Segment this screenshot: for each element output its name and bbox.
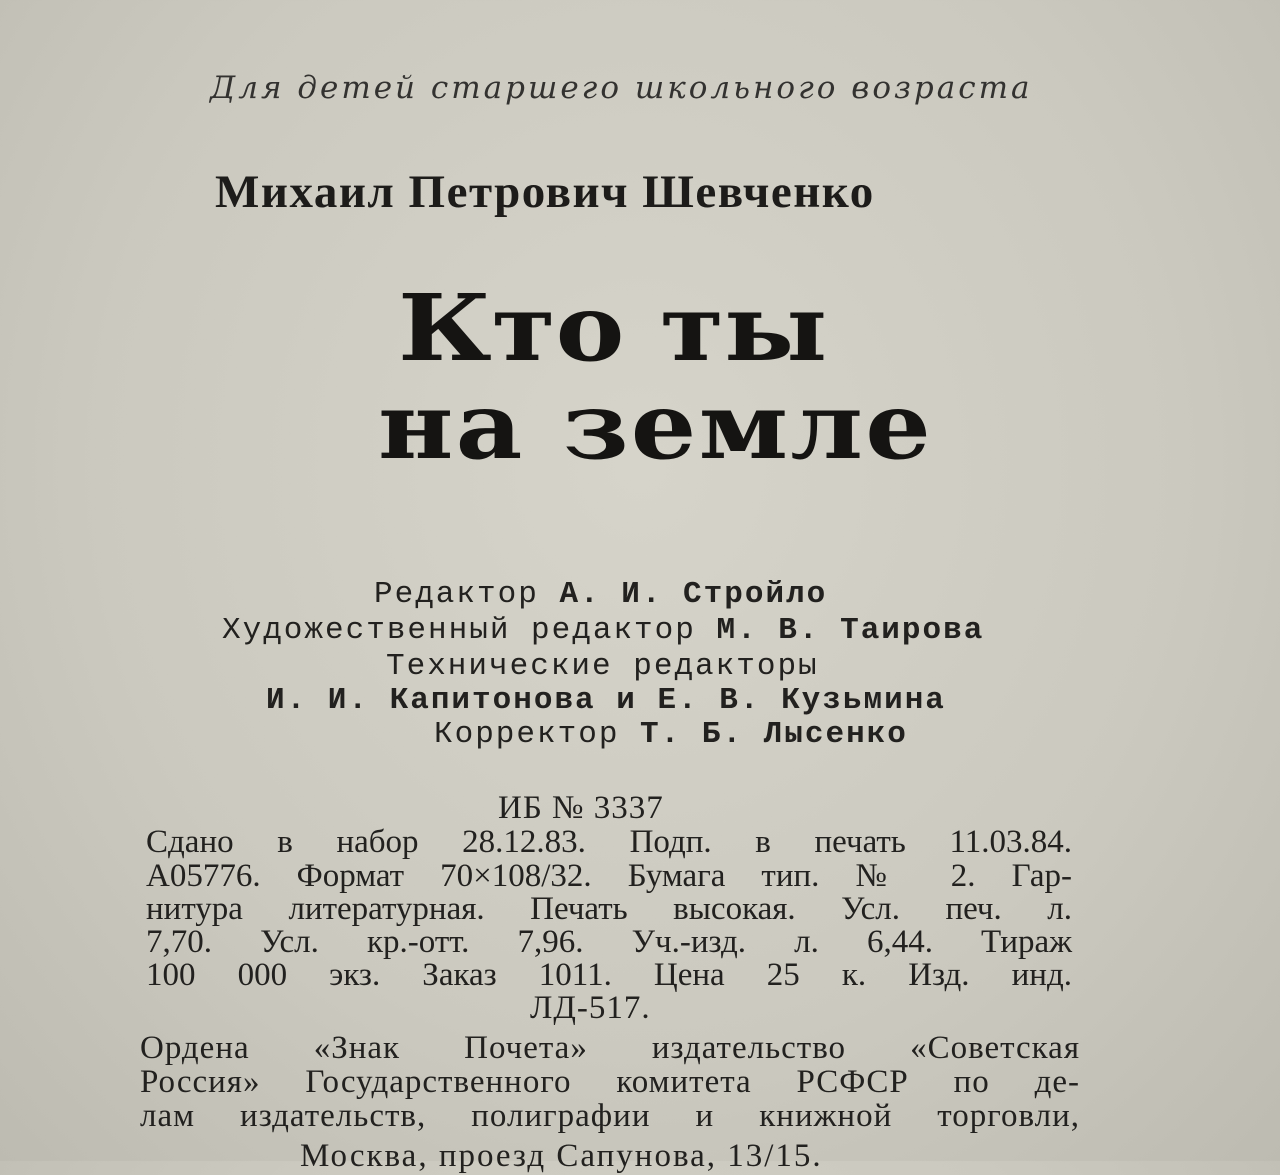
publisher-address: Москва, проезд Сапунова, 13/15. [300,1138,823,1174]
book-title-line-2: на земле [378,372,934,480]
credit-role: Редактор [374,577,539,612]
author-name: Михаил Петрович Шевченко [215,166,875,218]
credit-role: Художественный редактор [222,613,696,648]
imprint-line: ЛД-517. [530,990,651,1026]
imprint-line: 100 000 экз. Заказ 1011. Цена 25 к. Изд. инд. [146,957,1072,993]
credit-editor [374,578,827,612]
credit-tech-editors-names [266,684,946,718]
credit-person: И. И. Капитонова и Е. В. Кузьмина [266,683,946,718]
credit-person: М. В. Таирова [716,613,985,648]
credit-art-editor [222,614,984,648]
credit-tech-editors-role: Технические редакторы [386,649,819,684]
book-title-line-1: Кто ты [398,274,828,382]
ib-number: ИБ № 3337 [498,790,664,826]
publisher-line: Ордена «Знак Почета» издательство «Советская [140,1030,1080,1066]
publisher-line: Россия» Государственного комитета РСФСР по де- [140,1064,1080,1100]
publisher-line: лам издательств, полиграфии и книжной торговли, [140,1098,1080,1134]
imprint-line: А05776. Формат 70×108/32. Бумага тип. № 2. Гар- [146,858,1072,894]
imprint-line: Сдано в набор 28.12.83. Подп. в печать 11.03.84. [146,824,1072,860]
imprint-line: нитура литературная. Печать высокая. Усл. печ. л. [146,891,1072,927]
credit-role: Корректор [434,717,620,752]
credit-person: Т. Б. Лысенко [640,717,908,752]
credit-person: А. И. Стройло [559,577,828,612]
audience-note: Для детей старшего школьного возраста [210,70,1033,106]
imprint-line: 7,70. Усл. кр.-отт. 7,96. Уч.-изд. л. 6,44. Тираж [146,924,1072,960]
credit-proofreader [434,718,908,752]
